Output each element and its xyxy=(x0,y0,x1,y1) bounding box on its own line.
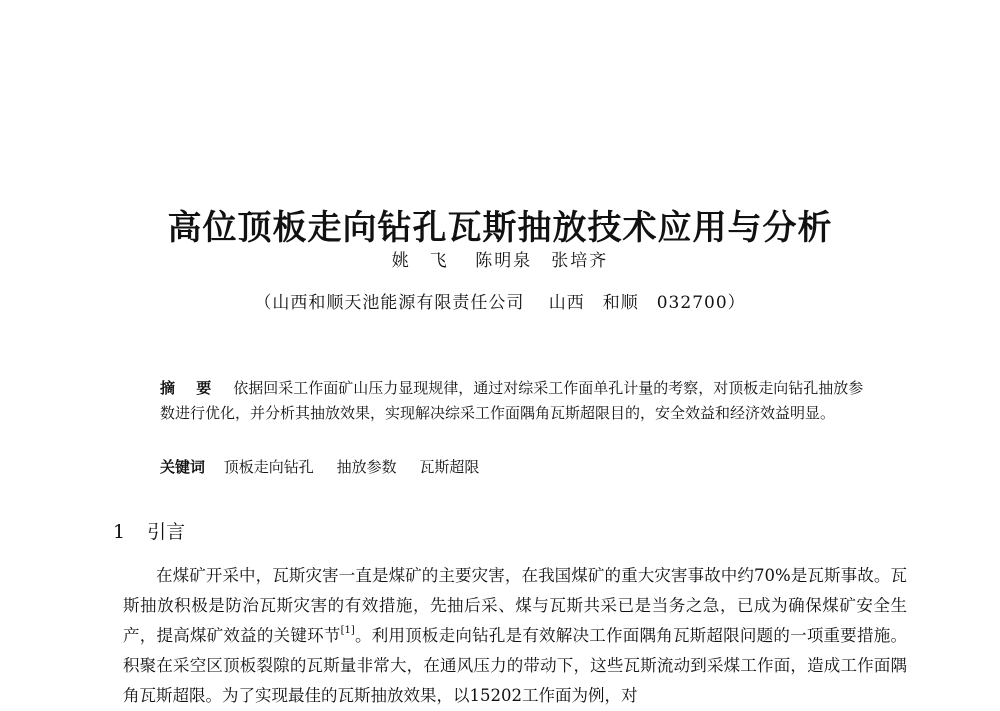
affiliation: （山西和顺天池能源有限责任公司 山西 和顺 032700） xyxy=(254,293,746,313)
citation: [1] xyxy=(340,625,355,636)
section-heading xyxy=(113,519,185,545)
body-paragraph xyxy=(123,561,907,711)
abstract-label: 摘 要 xyxy=(160,379,220,397)
section-title: 引言 xyxy=(147,521,186,543)
body-text-part2: 。利用顶板走向钻孔是有效解决工作面隅角瓦斯超限问题的一项重要措施。积聚在采空区顶板裂隙的瓦斯量非常大，在通风压力的带动下，这些瓦斯流动到采煤工作面，造成工作面隅角瓦斯超限。为了实现最佳的瓦斯抽放效果，以15202工作面为例，对 xyxy=(123,626,908,705)
keyword: 抽放参数 xyxy=(336,458,397,476)
authors: 姚 飞 陈明泉 张培齐 xyxy=(391,251,609,271)
paper-title: 高位顶板走向钻孔瓦斯抽放技术应用与分析 xyxy=(167,207,833,248)
keywords xyxy=(160,456,872,478)
keyword: 顶板走向钻孔 xyxy=(223,458,314,476)
abstract-text: 依据回采工作面矿山压力显现规律，通过对综采工作面单孔计量的考察，对顶板走向钻孔抽放参数进行优化，并分析其抽放效果，实现解决综采工作面隅角瓦斯超限目的，安全效益和经济效益明显。 xyxy=(160,379,864,422)
keywords-label: 关键词 xyxy=(160,458,206,476)
section-number: 1 xyxy=(113,521,126,543)
body-text-part1: 在煤矿开采中，瓦斯灾害一直是煤矿的主要灾害，在我国煤矿的重大灾害事故中约70%是瓦斯事故。瓦斯抽放积极是防治瓦斯灾害的有效措施，先抽后采、煤与瓦斯共采已是当务之急，已成为确保煤矿安全生产，提高煤矿效益的关键环节 xyxy=(123,566,907,645)
abstract xyxy=(160,376,872,426)
keyword: 瓦斯超限 xyxy=(419,458,480,476)
